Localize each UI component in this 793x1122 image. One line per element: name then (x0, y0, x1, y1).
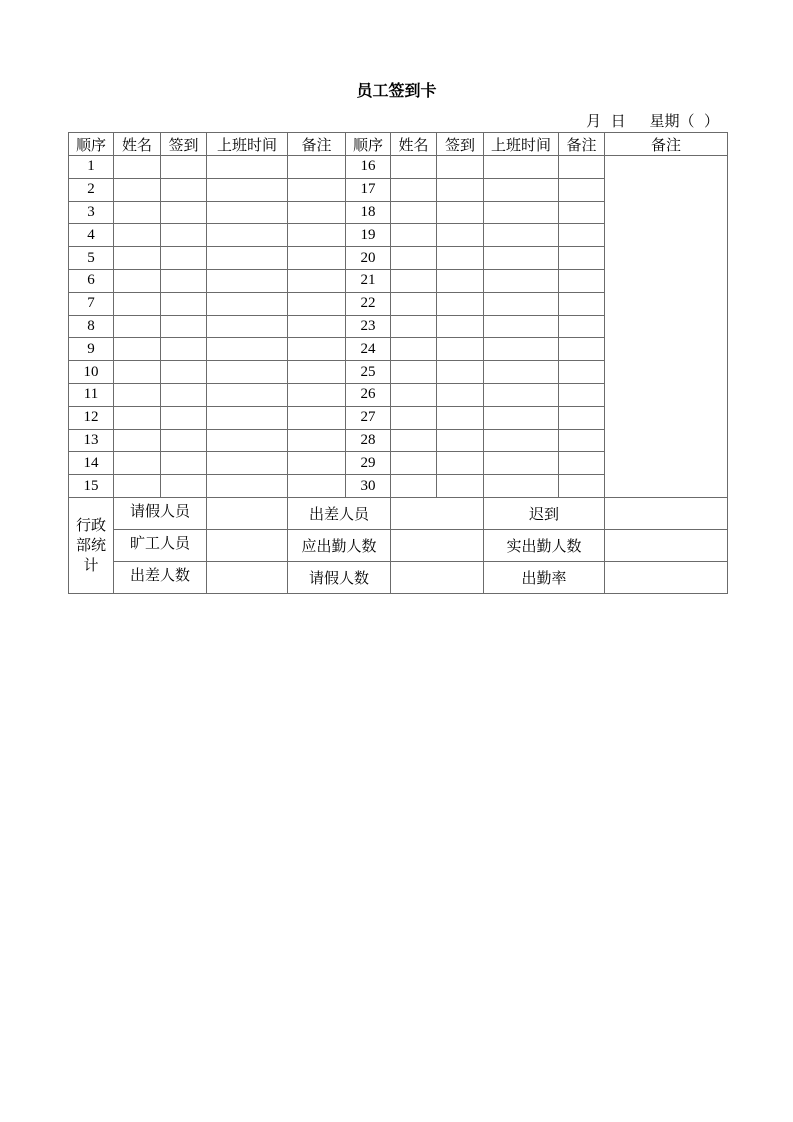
stat-value-cell[interactable] (207, 561, 288, 593)
entry-cell[interactable] (437, 224, 484, 247)
entry-cell[interactable] (161, 292, 207, 315)
stat-value-cell[interactable] (391, 529, 484, 561)
order-number-cell: 28 (346, 429, 391, 452)
entry-cell[interactable] (288, 361, 346, 384)
entry-cell[interactable] (437, 178, 484, 201)
entry-cell[interactable] (161, 338, 207, 361)
entry-cell[interactable] (114, 156, 161, 179)
entry-cell[interactable] (207, 292, 288, 315)
entry-cell[interactable] (207, 247, 288, 270)
entry-cell[interactable] (161, 452, 207, 475)
attendance-table (68, 132, 728, 594)
entry-cell[interactable] (484, 292, 559, 315)
entry-cell[interactable] (161, 178, 207, 201)
entry-cell[interactable] (484, 383, 559, 406)
entry-cell[interactable] (391, 178, 437, 201)
entry-cell[interactable] (161, 475, 207, 498)
stat-value-cell[interactable] (207, 497, 288, 529)
date-weekday-line: 月 日 星期（ ） (586, 112, 719, 130)
header-cell: 上班时间 (207, 133, 288, 156)
entry-cell[interactable] (288, 338, 346, 361)
entry-cell[interactable] (288, 406, 346, 429)
entry-cell[interactable] (559, 269, 605, 292)
entry-cell[interactable] (114, 452, 161, 475)
order-number-cell: 30 (346, 475, 391, 498)
entry-cell[interactable] (161, 429, 207, 452)
order-number-cell: 25 (346, 361, 391, 384)
entry-cell[interactable] (559, 178, 605, 201)
stat-label: 出差人员 (288, 497, 391, 529)
entry-cell[interactable] (114, 178, 161, 201)
entry-cell[interactable] (484, 475, 559, 498)
stat-label: 旷工人员 (114, 529, 207, 561)
entry-cell[interactable] (559, 361, 605, 384)
entry-cell[interactable] (559, 224, 605, 247)
stats-row (69, 561, 728, 593)
entry-cell[interactable] (559, 406, 605, 429)
stat-label: 出勤率 (484, 561, 605, 593)
stat-value-cell[interactable] (605, 529, 728, 561)
order-number-cell: 16 (346, 156, 391, 179)
entry-cell[interactable] (559, 452, 605, 475)
order-number-cell: 27 (346, 406, 391, 429)
entry-cell[interactable] (114, 406, 161, 429)
entry-cell[interactable] (161, 269, 207, 292)
order-number-cell: 6 (69, 269, 114, 292)
entry-cell[interactable] (484, 247, 559, 270)
entry-cell[interactable] (437, 338, 484, 361)
header-cell: 姓名 (391, 133, 437, 156)
header-cell: 签到 (437, 133, 484, 156)
entry-cell[interactable] (484, 406, 559, 429)
entry-cell[interactable] (207, 383, 288, 406)
stat-value-cell[interactable] (605, 561, 728, 593)
entry-cell[interactable] (114, 429, 161, 452)
entry-cell[interactable] (207, 315, 288, 338)
entry-cell[interactable] (161, 383, 207, 406)
entry-cell[interactable] (114, 338, 161, 361)
entry-cell[interactable] (559, 315, 605, 338)
entry-cell[interactable] (437, 383, 484, 406)
entry-cell[interactable] (207, 338, 288, 361)
entry-cell[interactable] (437, 247, 484, 270)
entry-cell[interactable] (391, 383, 437, 406)
entry-cell[interactable] (288, 429, 346, 452)
entry-cell[interactable] (437, 452, 484, 475)
header-cell: 姓名 (114, 133, 161, 156)
order-number-cell: 4 (69, 224, 114, 247)
entry-cell[interactable] (484, 156, 559, 179)
order-number-cell: 7 (69, 292, 114, 315)
entry-cell[interactable] (207, 361, 288, 384)
entry-cell[interactable] (437, 292, 484, 315)
entry-cell[interactable] (391, 247, 437, 270)
header-cell: 顺序 (69, 133, 114, 156)
order-number-cell: 26 (346, 383, 391, 406)
entry-cell[interactable] (437, 361, 484, 384)
entry-cell[interactable] (559, 475, 605, 498)
stats-row (69, 497, 728, 529)
header-cell: 备注 (288, 133, 346, 156)
order-number-cell: 20 (346, 247, 391, 270)
order-number-cell: 24 (346, 338, 391, 361)
stat-label: 请假人数 (288, 561, 391, 593)
entry-cell[interactable] (207, 429, 288, 452)
entry-cell[interactable] (559, 247, 605, 270)
entry-cell[interactable] (391, 406, 437, 429)
order-number-cell: 22 (346, 292, 391, 315)
entry-cell[interactable] (288, 178, 346, 201)
entry-cell[interactable] (559, 201, 605, 224)
entry-cell[interactable] (114, 383, 161, 406)
entry-cell[interactable] (559, 338, 605, 361)
entry-cell[interactable] (484, 361, 559, 384)
order-number-cell: 14 (69, 452, 114, 475)
order-number-cell: 8 (69, 315, 114, 338)
header-cell: 顺序 (346, 133, 391, 156)
entry-cell[interactable] (437, 201, 484, 224)
entry-cell[interactable] (391, 429, 437, 452)
entry-cell[interactable] (391, 292, 437, 315)
entry-cell[interactable] (161, 156, 207, 179)
entry-cell[interactable] (161, 247, 207, 270)
stat-value-cell[interactable] (391, 497, 484, 529)
entry-cell[interactable] (391, 452, 437, 475)
entry-cell[interactable] (288, 156, 346, 179)
entry-cell[interactable] (207, 178, 288, 201)
order-number-cell: 2 (69, 178, 114, 201)
entry-cell[interactable] (559, 429, 605, 452)
entry-cell[interactable] (484, 224, 559, 247)
entry-cell[interactable] (114, 315, 161, 338)
stat-value-cell[interactable] (207, 529, 288, 561)
entry-cell[interactable] (114, 269, 161, 292)
order-number-cell: 10 (69, 361, 114, 384)
entry-cell[interactable] (484, 315, 559, 338)
order-number-cell: 21 (346, 269, 391, 292)
order-number-cell: 3 (69, 201, 114, 224)
entry-cell[interactable] (391, 201, 437, 224)
entry-cell[interactable] (114, 201, 161, 224)
stat-label: 迟到 (484, 497, 605, 529)
order-number-cell: 1 (69, 156, 114, 179)
page-title: 员工签到卡 (356, 81, 437, 100)
entry-cell[interactable] (207, 475, 288, 498)
stats-row (69, 529, 728, 561)
entry-cell[interactable] (437, 269, 484, 292)
entry-cell[interactable] (207, 224, 288, 247)
order-number-cell: 15 (69, 475, 114, 498)
entry-cell[interactable] (207, 156, 288, 179)
header-cell: 签到 (161, 133, 207, 156)
order-number-cell: 12 (69, 406, 114, 429)
stat-label: 应出勤人数 (288, 529, 391, 561)
order-number-cell: 5 (69, 247, 114, 270)
order-number-cell: 29 (346, 452, 391, 475)
entry-cell[interactable] (484, 429, 559, 452)
entry-cell[interactable] (288, 452, 346, 475)
entry-cell[interactable] (437, 406, 484, 429)
entry-cell[interactable] (484, 269, 559, 292)
header-row (69, 133, 728, 156)
stat-value-cell[interactable] (391, 561, 484, 593)
entry-cell[interactable] (288, 201, 346, 224)
entry-cell[interactable] (484, 201, 559, 224)
entry-cell[interactable] (114, 247, 161, 270)
stat-label: 实出勤人数 (484, 529, 605, 561)
entry-cell[interactable] (288, 269, 346, 292)
entry-cell[interactable] (161, 361, 207, 384)
order-number-cell: 11 (69, 383, 114, 406)
entry-cell[interactable] (207, 452, 288, 475)
entry-cell[interactable] (391, 338, 437, 361)
entry-cell[interactable] (114, 292, 161, 315)
order-number-cell: 17 (346, 178, 391, 201)
entry-cell[interactable] (559, 292, 605, 315)
order-number-cell: 13 (69, 429, 114, 452)
header-cell: 备注 (559, 133, 605, 156)
order-number-cell: 19 (346, 224, 391, 247)
header-cell: 备注 (605, 133, 728, 156)
entry-cell[interactable] (391, 224, 437, 247)
entry-cell[interactable] (484, 178, 559, 201)
entry-cell[interactable] (288, 292, 346, 315)
entry-cell[interactable] (288, 224, 346, 247)
entry-cell[interactable] (484, 338, 559, 361)
order-number-cell: 23 (346, 315, 391, 338)
entry-cell[interactable] (114, 361, 161, 384)
entry-cell[interactable] (161, 315, 207, 338)
entry-cell[interactable] (288, 247, 346, 270)
entry-cell[interactable] (114, 475, 161, 498)
order-number-cell: 18 (346, 201, 391, 224)
stat-label: 请假人员 (114, 497, 207, 529)
entry-cell[interactable] (437, 429, 484, 452)
entry-cell[interactable] (391, 269, 437, 292)
stat-label: 出差人数 (114, 561, 207, 593)
entry-cell[interactable] (559, 156, 605, 179)
entry-cell[interactable] (559, 383, 605, 406)
entry-cell[interactable] (288, 315, 346, 338)
header-cell: 上班时间 (484, 133, 559, 156)
entry-cell[interactable] (437, 156, 484, 179)
entry-cell[interactable] (207, 201, 288, 224)
stat-value-cell[interactable] (605, 497, 728, 529)
entry-cell[interactable] (207, 406, 288, 429)
remarks-cell[interactable] (605, 156, 728, 498)
entry-cell[interactable] (391, 475, 437, 498)
entry-cell[interactable] (391, 361, 437, 384)
entry-cell[interactable] (484, 452, 559, 475)
entry-cell[interactable] (391, 315, 437, 338)
entry-cell[interactable] (437, 475, 484, 498)
entry-cell[interactable] (161, 224, 207, 247)
entry-cell[interactable] (207, 269, 288, 292)
stats-group-label: 行政部统计 (69, 497, 114, 593)
entry-cell[interactable] (437, 315, 484, 338)
entry-cell[interactable] (114, 224, 161, 247)
entry-cell[interactable] (288, 475, 346, 498)
entry-cell[interactable] (161, 406, 207, 429)
entry-cell[interactable] (161, 201, 207, 224)
entry-cell[interactable] (391, 156, 437, 179)
table-row (69, 156, 728, 179)
order-number-cell: 9 (69, 338, 114, 361)
entry-cell[interactable] (288, 383, 346, 406)
